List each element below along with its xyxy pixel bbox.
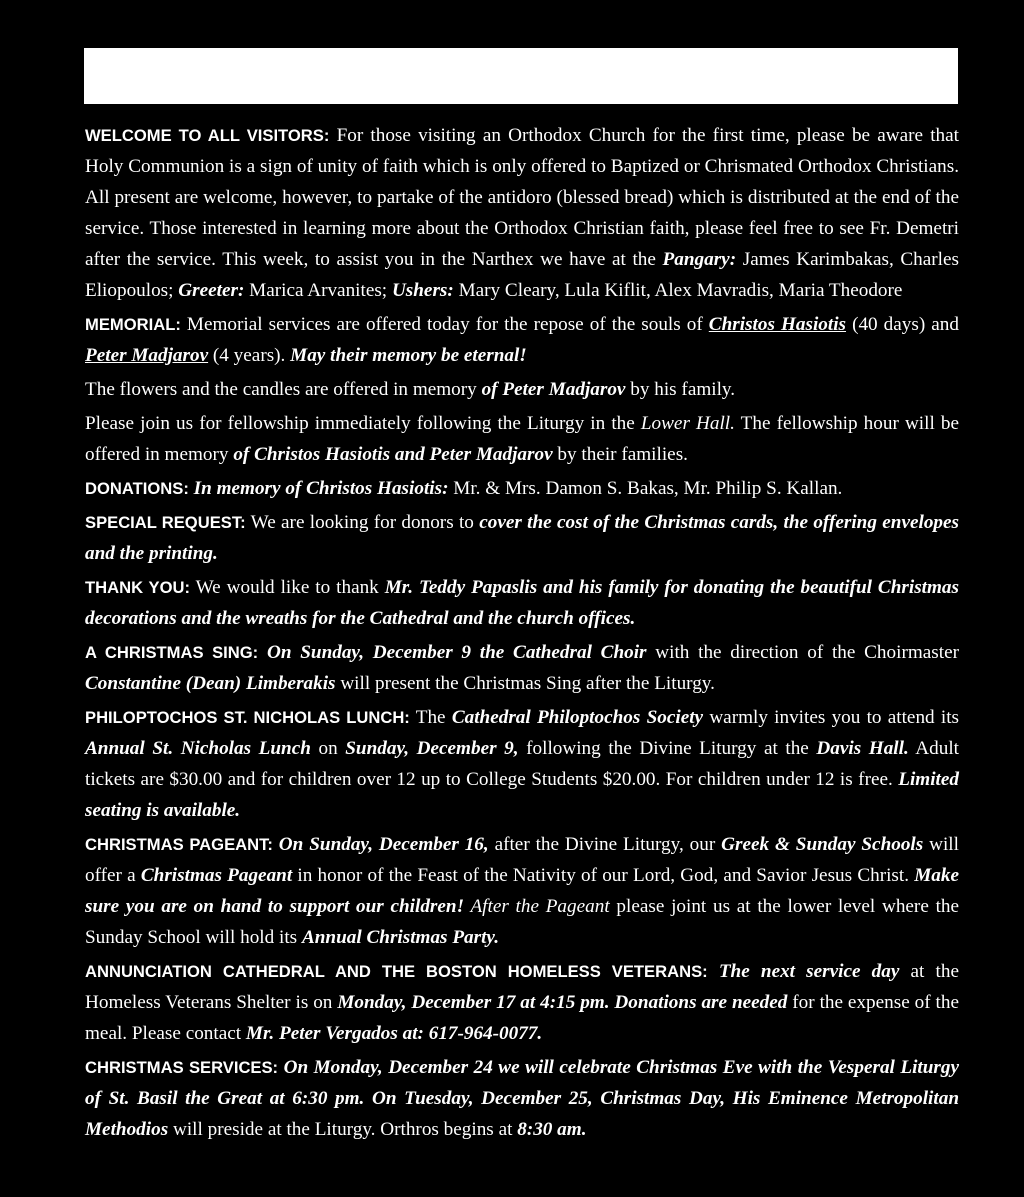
announcements xyxy=(85,120,959,1148)
christmas-sing-text: with the direction of the Choirmaster xyxy=(646,642,959,663)
philoptochos-text-4: following the Divine Liturgy at the xyxy=(518,738,817,759)
christmas-sing-heading: A CHRISTMAS SING: xyxy=(85,643,259,662)
donations-names: Mr. & Mrs. Damon S. Bakas, Mr. Philip S. Kallan. xyxy=(448,478,843,499)
thank-you-heading: THANK YOU: xyxy=(85,578,191,597)
philoptochos-seating: Limited seating is available. xyxy=(85,769,959,821)
philoptochos-society: Cathedral Philoptochos Society xyxy=(451,707,704,728)
special-request-text: We are looking for donors to xyxy=(245,512,480,533)
donations-heading: DONATIONS: xyxy=(85,479,189,498)
welcome-heading: WELCOME TO ALL VISITORS: xyxy=(85,126,330,145)
services-heading: CHRISTMAS SERVICES: xyxy=(85,1058,279,1077)
greeter-names: Marica Arvanites; xyxy=(244,280,392,301)
memorial-text-3: (4 years). xyxy=(208,345,291,366)
flowers-text-2: by his family. xyxy=(625,379,736,400)
memorial-name-2: Peter Madjarov xyxy=(85,345,209,366)
flowers-text: The flowers and the candles are offered in memory xyxy=(85,379,482,400)
veterans-service-day: The next service day xyxy=(707,961,900,982)
pageant-heading: CHRISTMAS PAGEANT: xyxy=(85,835,273,854)
special-request-heading: SPECIAL REQUEST: xyxy=(85,513,246,532)
services-text: will preside at the Liturgy. Orthros begins at xyxy=(168,1119,518,1140)
philoptochos-date: Sunday, December 9, xyxy=(345,738,519,759)
pangary-label: Pangary: xyxy=(662,249,737,270)
fellowship-place: Lower Hall. xyxy=(640,413,735,434)
philoptochos-text-2: warmly invites you to attend its xyxy=(703,707,959,728)
philoptochos-prices: Adult tickets are $30.00 and for children over 12 up to College Students $20.00. For children under 12 is free. xyxy=(85,738,959,790)
pageant-date: On Sunday, December 16, xyxy=(272,834,489,855)
christmas-sing-date: On Sunday, December 9 the Cathedral Choir xyxy=(258,642,647,663)
services-paragraph xyxy=(85,1052,959,1145)
thank-you-emphasis: Mr. Teddy Papaslis and his family for donating the beautiful Christmas decorations and the wreaths for the Cathedral and the church offices. xyxy=(85,577,959,629)
fellowship-text-3: by their families. xyxy=(552,444,688,465)
welcome-text: For those visiting an Orthodox Church for the first time, please be aware that Holy Communion is a sign of unity of faith which is only offered to Baptized or Chrismated Orthodox Christians. All present are welcome, however, to partake of the antidoro (blessed bread) which is distributed at the end of the service. Those interested in learning more about the Orthodox Christian faith, please feel free to see Fr. Demetri after the service. This week, to assist you in the Narthex we have at the xyxy=(85,125,959,270)
pageant-text-3: in honor of the Feast of the Nativity of our Lord, God, and Savior Jesus Christ. xyxy=(292,865,915,886)
welcome-paragraph xyxy=(85,120,959,306)
pageant-text-4: please joint us at the lower level where the Sunday School will hold its xyxy=(85,896,960,948)
pageant-after: After the Pageant xyxy=(464,896,610,917)
veterans-text: at the Homeless Veterans Shelter is on xyxy=(85,961,959,1013)
pageant-text: after the Divine Liturgy, our xyxy=(488,834,722,855)
pageant-paragraph xyxy=(85,829,959,953)
memorial-text-2: (40 days) and xyxy=(846,314,959,335)
memorial-heading: MEMORIAL: xyxy=(85,315,181,334)
pageant-support: Make sure you are on hand to support our children! xyxy=(85,865,960,917)
memorial-paragraph xyxy=(85,309,959,371)
donations-memory: In memory of Christos Hasiotis: xyxy=(188,478,449,499)
special-request-emphasis: cover the cost of the Christmas cards, the offering envelopes and the printing. xyxy=(85,512,959,564)
thank-you-paragraph xyxy=(85,572,959,634)
memorial-closing: May their memory be eternal! xyxy=(290,345,527,366)
flowers-paragraph xyxy=(85,374,959,405)
flowers-name: of Peter Madjarov xyxy=(481,379,626,400)
veterans-date: Monday, December 17 at 4:15 pm. Donations are needed xyxy=(337,992,788,1013)
pageant-party: Annual Christmas Party. xyxy=(301,927,500,948)
orthros-time: 8:30 am. xyxy=(517,1119,587,1140)
fellowship-paragraph xyxy=(85,408,959,470)
memorial-name-1: Christos Hasiotis xyxy=(708,314,847,335)
fellowship-text: Please join us for fellowship immediately following the Liturgy in the xyxy=(85,413,641,434)
ushers-label: Ushers: xyxy=(391,280,454,301)
philoptochos-heading: PHILOPTOCHOS ST. NICHOLAS LUNCH: xyxy=(85,708,410,727)
philoptochos-text: The xyxy=(409,707,452,728)
philoptochos-place: Davis Hall. xyxy=(816,738,909,759)
christmas-sing-text-2: will present the Christmas Sing after the Liturgy. xyxy=(335,673,715,694)
fellowship-text-2: The fellowship hour will be offered in memory xyxy=(85,413,959,465)
ushers-names: Mary Cleary, Lula Kiflit, Alex Mavradis, Maria Theodore xyxy=(453,280,903,301)
title-banner xyxy=(84,48,958,104)
philoptochos-event: Annual St. Nicholas Lunch xyxy=(85,738,311,759)
philoptochos-paragraph xyxy=(85,702,959,826)
donations-paragraph xyxy=(85,473,959,504)
services-schedule: On Monday, December 24 we will celebrate Christmas Eve with the Vesperal Liturgy of St. Basil the Great at 6:30 pm. On Tuesday, December 25, Christmas Day, His Eminence Metropolitan Methodios xyxy=(85,1057,959,1140)
pageant-text-2: will offer a xyxy=(85,834,959,886)
pageant-name: Christmas Pageant xyxy=(140,865,293,886)
veterans-heading: ANNUNCIATION CATHEDRAL AND THE BOSTON HOMELESS VETERANS: xyxy=(85,962,708,981)
greeter-label: Greeter: xyxy=(178,280,245,301)
thank-you-text: We would like to thank xyxy=(190,577,385,598)
philoptochos-text-3: on xyxy=(310,738,346,759)
christmas-sing-paragraph xyxy=(85,637,959,699)
veterans-text-2: for the expense of the meal. Please contact xyxy=(85,992,959,1044)
veterans-paragraph xyxy=(85,956,959,1049)
choirmaster-name: Constantine (Dean) Limberakis xyxy=(85,673,336,694)
memorial-text: Memorial services are offered today for the repose of the souls of xyxy=(180,314,709,335)
fellowship-names: of Christos Hasiotis and Peter Madjarov xyxy=(233,444,553,465)
veterans-contact: Mr. Peter Vergados at: 617-964-0077. xyxy=(245,1023,543,1044)
pageant-schools: Greek & Sunday Schools xyxy=(721,834,924,855)
special-request-paragraph xyxy=(85,507,959,569)
pangary-names: James Karimbakas, Charles Eliopoulos; xyxy=(85,249,959,301)
